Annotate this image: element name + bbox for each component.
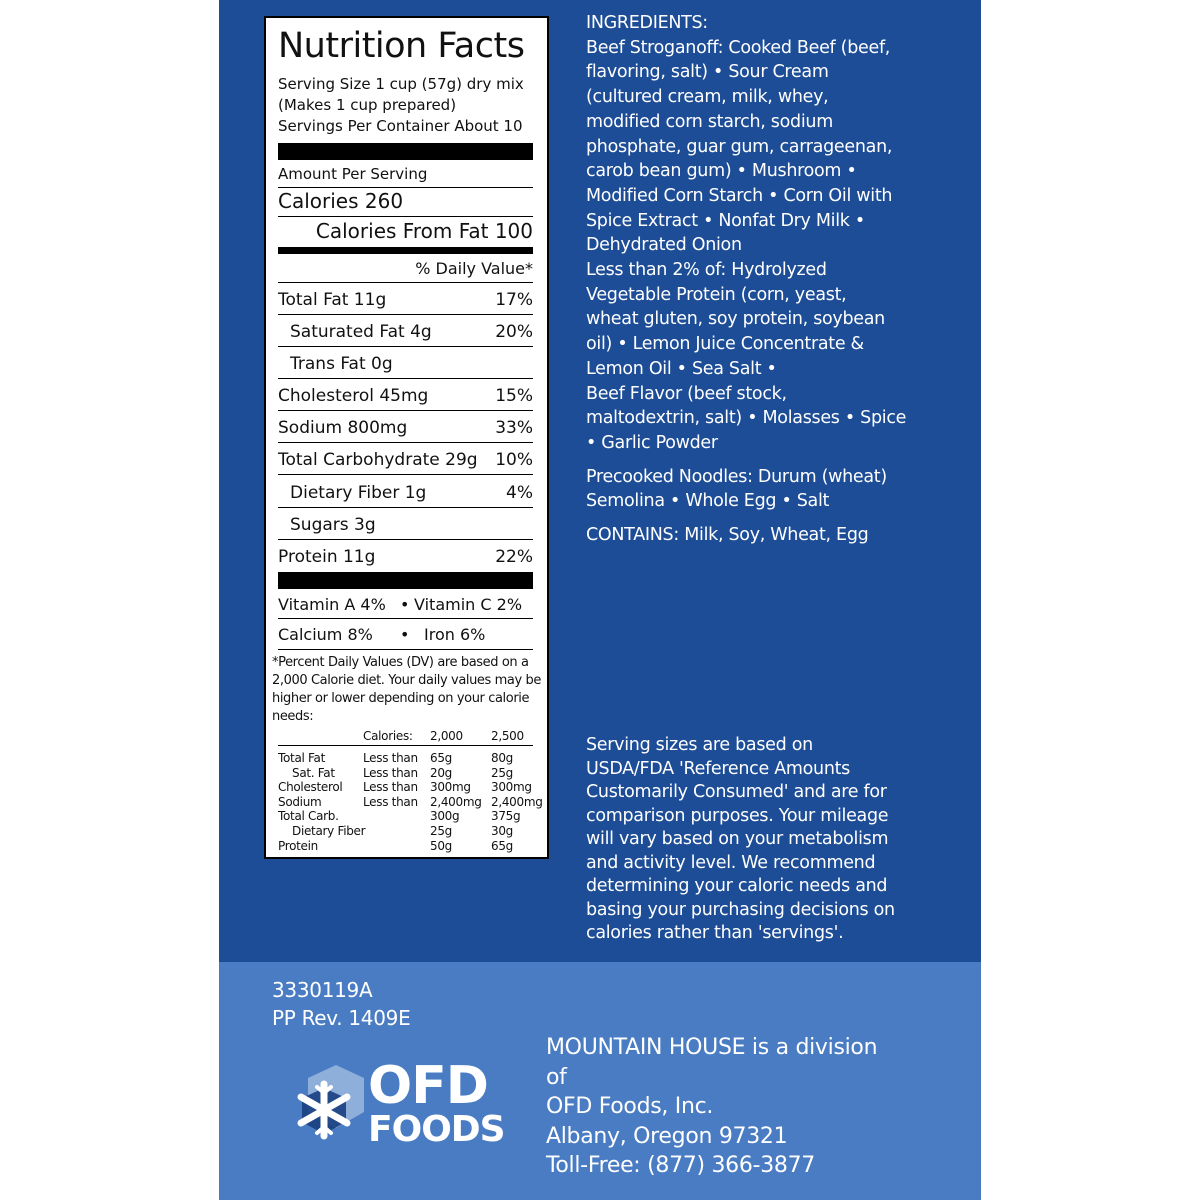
ingredient-line: wheat gluten, soy protein, soybean [586, 309, 885, 330]
dv-nutrient: Total Carb. [278, 809, 339, 824]
rule [278, 649, 533, 650]
note-line: and activity level. We recommend [586, 852, 876, 873]
rule [278, 378, 533, 379]
ingredient-line: Lemon Oil • Sea Salt • [586, 358, 777, 379]
thick-rule [278, 572, 533, 589]
rule [278, 539, 533, 540]
ingredient-line: Modified Corn Starch • Corn Oil with [586, 185, 893, 206]
note-line: will vary based on your metabolism [586, 829, 889, 849]
note-line: USDA/FDA 'Reference Amounts [586, 758, 851, 779]
amount-per-serving: Amount Per Serving [278, 165, 428, 183]
nutrient-label: Trans Fat 0g [290, 354, 393, 374]
nutrient-dv: 33% [495, 418, 533, 438]
dv-value: 300mg [430, 780, 471, 795]
ingredient-line: Semolina • Whole Egg • Salt [586, 491, 830, 512]
daily-value-footnote: *Percent Daily Values (DV) are based on a 2,000 Calorie diet. Your daily values may be higher or lower depending on your calorie needs: [272, 655, 541, 724]
address-line: MOUNTAIN HOUSE is a division [546, 1035, 878, 1060]
dv-value: 2,400mg [430, 794, 482, 809]
nutrient-label: Cholesterol 45mg [278, 386, 429, 406]
revision-code: PP Rev. 1409E [272, 1006, 411, 1030]
note-line: basing your purchasing decisions on [586, 899, 895, 920]
logo-wordmark-foods: FOODS [368, 1109, 505, 1150]
dv-qualifier: Less than [363, 751, 418, 765]
dv-value: 80g [491, 751, 513, 765]
ingredient-line: Dehydrated Onion [586, 235, 742, 256]
ingredient-line: Precooked Noodles: Durum (wheat) [586, 466, 887, 487]
ingredient-line: Vegetable Protein (corn, yeast, [586, 284, 847, 305]
rule [278, 314, 533, 315]
thick-rule [278, 143, 533, 160]
nutrient-row [278, 290, 533, 310]
servings-per-container: Servings Per Container About 10 [278, 117, 523, 135]
medium-rule [278, 247, 533, 254]
note-line: Customarily Consumed' and are for [586, 782, 887, 802]
dv-nutrient: Dietary Fiber [292, 823, 366, 838]
dv-table-qualifiers [363, 751, 418, 809]
dv-nutrient: Protein [278, 838, 318, 853]
nutrient-row [278, 418, 533, 438]
calories: Calories 260 [278, 189, 404, 213]
makes-prepared: (Makes 1 cup prepared) [278, 96, 457, 114]
dv-qualifier: Less than [363, 780, 418, 795]
bullet: • [400, 595, 410, 614]
rule [278, 216, 533, 217]
ingredient-line: carob bean gum) • Mushroom • [586, 161, 857, 182]
iron: Iron 6% [424, 625, 486, 644]
nutrient-row [290, 354, 533, 374]
rule [278, 282, 533, 283]
ingredient-line: (cultured cream, milk, whey, [586, 87, 829, 108]
rule [278, 187, 533, 188]
nutrient-row [290, 515, 533, 535]
nutrient-row [278, 547, 533, 567]
nutrient-dv: 20% [495, 322, 533, 342]
rule [278, 507, 533, 508]
serving-size-note [586, 734, 916, 946]
ingredient-line: • Garlic Powder [586, 432, 718, 453]
rule [278, 346, 533, 347]
daily-value-header: % Daily Value* [415, 259, 533, 278]
bullet: • [400, 625, 410, 644]
note-line: determining your caloric needs and [586, 876, 888, 896]
nutrient-dv: 4% [506, 483, 533, 503]
ingredients-list [586, 36, 916, 456]
ingredient-line: Less than 2% of: Hydrolyzed [586, 260, 827, 281]
nutrition-title: Nutrition Facts [278, 26, 525, 66]
nutrient-dv: 17% [495, 290, 533, 310]
dv-table-header-label: Calories: [363, 729, 413, 743]
address-line: Albany, Oregon 97321 [546, 1123, 788, 1149]
dv-value: 300g [430, 809, 460, 824]
dv-value: 50g [430, 838, 452, 853]
dv-nutrient: Sodium [278, 794, 322, 809]
vitamin-c: Vitamin C 2% [414, 595, 523, 614]
company-address [546, 1033, 906, 1181]
nutrient-row [290, 322, 533, 342]
address-line: Toll-Free: (877) 366-3877 [546, 1153, 815, 1178]
dv-value: 375g [491, 809, 521, 824]
dv-value: 2,400mg [491, 794, 543, 809]
nutrient-label: Sugars 3g [290, 515, 376, 535]
dv-qualifier: Less than [363, 765, 418, 780]
noodles-ingredients [586, 465, 916, 514]
dv-table-2000 [430, 751, 482, 853]
nutrient-row [278, 450, 533, 470]
dv-value: 30g [491, 823, 513, 838]
nutrient-label: Saturated Fat 4g [290, 322, 432, 342]
dv-nutrient: Total Fat [278, 751, 325, 765]
nutrient-label: Dietary Fiber 1g [290, 483, 427, 503]
dv-table-nutrients [278, 751, 365, 853]
note-line: Serving sizes are based on [586, 735, 813, 755]
dv-qualifier: Less than [363, 794, 418, 809]
dv-value: 65g [430, 751, 452, 765]
calories-from-fat: Calories From Fat 100 [315, 219, 533, 243]
nutrient-dv: 10% [495, 450, 533, 470]
ingredient-line: Spice Extract • Nonfat Dry Milk • [586, 210, 865, 231]
ingredient-line: maltodextrin, salt) • Molasses • Spice [586, 408, 907, 429]
address-line: of [546, 1064, 567, 1090]
note-line: calories rather than 'servings'. [586, 923, 844, 943]
dv-nutrient: Cholesterol [278, 780, 343, 795]
ingredient-line: Beef Flavor (beef stock, [586, 383, 787, 404]
dv-table-header-2000: 2,000 [430, 729, 463, 743]
item-code: 3330119A [272, 978, 373, 1002]
ingredient-line: Beef Stroganoff: Cooked Beef (beef, [586, 37, 891, 58]
nutrient-label: Total Fat 11g [278, 290, 387, 310]
nutrient-row [278, 386, 533, 406]
nutrient-row [290, 483, 533, 503]
rule [278, 474, 533, 475]
nutrition-facts-label [264, 16, 549, 859]
address-line: OFD Foods, Inc. [546, 1094, 714, 1119]
dv-value: 25g [491, 765, 513, 780]
ingredient-line: modified corn starch, sodium [586, 111, 833, 132]
allergen-contains: CONTAINS: Milk, Soy, Wheat, Egg [586, 525, 869, 546]
nutrient-dv: 15% [495, 386, 533, 406]
dv-table-header-2500: 2,500 [491, 729, 524, 743]
dv-value: 25g [430, 823, 452, 838]
nutrient-label: Protein 11g [278, 547, 376, 567]
dv-value: 20g [430, 765, 452, 780]
rule [278, 618, 533, 619]
vitamin-a: Vitamin A 4% [278, 595, 386, 614]
rule [278, 410, 533, 411]
nutrient-label: Sodium 800mg [278, 418, 408, 438]
calcium: Calcium 8% [278, 625, 373, 644]
rule [278, 442, 533, 443]
logo-wordmark-ofd: OFD [368, 1056, 488, 1116]
nutrient-label: Total Carbohydrate 29g [278, 450, 478, 470]
ingredients-heading: INGREDIENTS: [586, 13, 708, 33]
ingredient-line: oil) • Lemon Juice Concentrate & [586, 334, 864, 355]
dv-value: 300mg [491, 780, 532, 795]
rule [278, 745, 533, 746]
ingredient-line: flavoring, salt) • Sour Cream [586, 62, 829, 83]
dv-value: 65g [491, 838, 513, 853]
dv-table-2500 [491, 751, 543, 853]
nutrient-dv: 22% [495, 547, 533, 567]
ingredients-block [586, 11, 916, 548]
ingredient-line: phosphate, guar gum, carrageenan, [586, 136, 893, 157]
note-line: comparison purposes. Your mileage [586, 805, 889, 826]
serving-size: Serving Size 1 cup (57g) dry mix [278, 75, 524, 93]
dv-nutrient: Sat. Fat [292, 765, 335, 780]
